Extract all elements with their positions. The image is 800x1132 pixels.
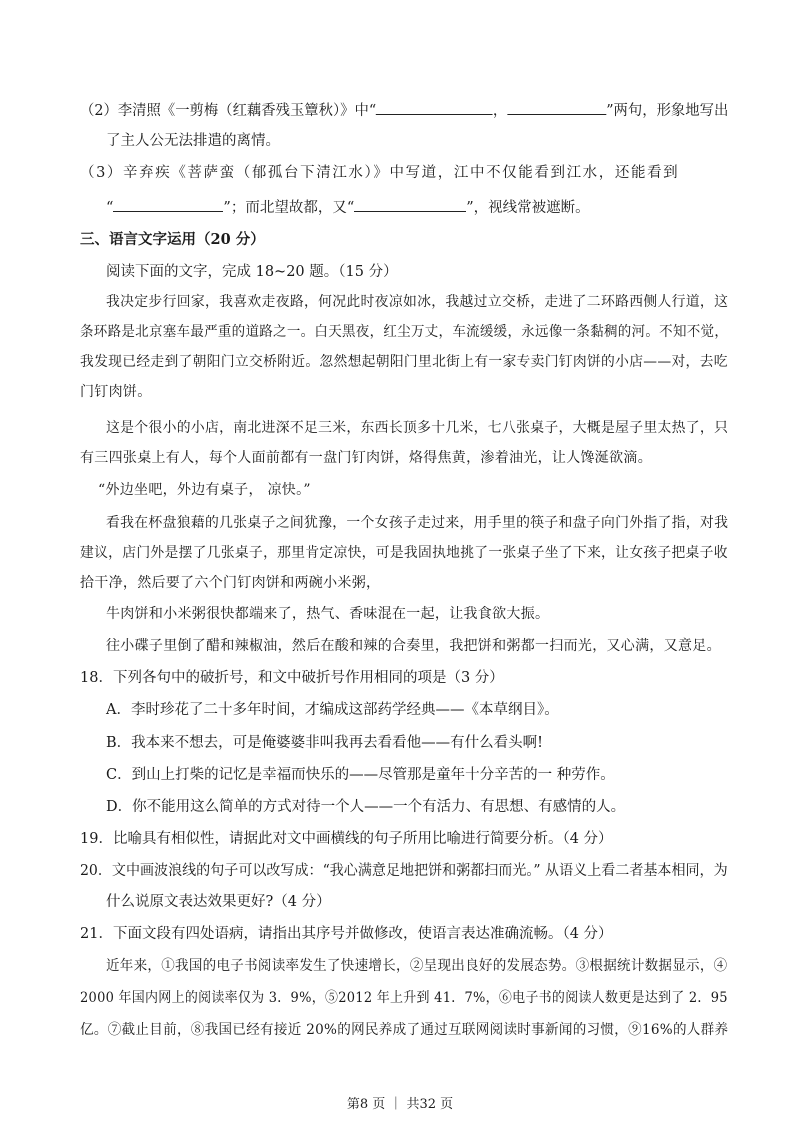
passage-p1-line-4: 门钉肉饼。 (80, 384, 152, 400)
reading-instruction: 阅读下面的文字，完成 18~20 题。（15 分） (106, 264, 398, 280)
q21-passage-line-3: 亿。⑦截止目前，⑧我国已经有接近 20%的网民养成了通过互联网阅读时事新闻的习惯，⑨16%的人群养 (80, 1022, 729, 1038)
question-3-text: ”，视线常被遮断。 (466, 200, 590, 216)
passage-p4-line-1: 看我在杯盘狼藉的几张桌子之间犹豫，一个女孩子走过来，用手里的筷子和盘子向门外指了指，对我 (106, 515, 729, 531)
option-c: C．到山上打柴的记忆是幸福而快乐的——尽管那是童年十分辛苦的一 种劳作。 (106, 767, 615, 783)
passage-p1-line-3: 我发现已经走到了朝阳门立交桥附近。忽然想起朝阳门里北街上有一家专卖门钉肉饼的小店——对，去吃 (80, 354, 728, 370)
question-18: 18．下列各句中的破折号，和文中破折号作用相同的项是（3 分） (80, 670, 504, 686)
answer-blank[interactable] (376, 100, 493, 115)
passage-p4-line-3: 拾干净，然后要了六个门钉肉饼和两碗小米粥， (80, 575, 381, 591)
q21-passage-line-2: 2000 年国内网上的阅读率仅为 3．9%，⑤2012 年上升到 41．7%，⑥电子书的阅读人数更是达到了 2．95 (80, 990, 728, 1006)
question-3-line-1: （3）辛弃疾《菩萨蛮（郁孤台下清江水）》中写道，江中不仅能看到江水，还能看到 (80, 165, 680, 181)
passage-p4-line-2: 建议，店门外是摆了几张桌子，那里肯定凉快，可是我固执地挑了一张桌子坐了下来，让女孩子把桌子收 (80, 545, 728, 561)
question-21: 21．下面文段有四处语病，请指出其序号并做修改，使语言表达准确流畅。（4 分） (80, 926, 613, 942)
answer-blank[interactable] (354, 197, 466, 212)
option-d: D．你不能用这么简单的方式对待一个人——一个有活力、有思想、有感情的人。 (106, 799, 626, 815)
passage-p1-line-1: 我决定步行回家，我喜欢走夜路，何况此时夜凉如冰，我越过立交桥，走进了二环路西侧人行道，这 (106, 294, 729, 310)
question-3-line-2 (106, 197, 590, 218)
comma: ， (492, 103, 508, 119)
answer-blank[interactable] (507, 100, 606, 115)
passage-p3: “外边坐吧，外边有桌子， 凉快。” (98, 482, 311, 498)
question-2-text: （2）李清照《一剪梅（红藕香残玉簟秋）》中“ (80, 103, 377, 119)
question-2-text: ”两句，形象地写出 (606, 103, 729, 119)
option-a: A．李时珍花了二十多年时间，才编成这部药学经典——《本草纲目》。 (106, 702, 559, 718)
answer-blank[interactable] (113, 197, 223, 212)
question-2-line-2: 了主人公无法排遣的离情。 (106, 133, 280, 149)
option-b: B．我本来不想去，可是俺婆婆非叫我再去看看他——有什么看头啊! (106, 735, 543, 751)
passage-p1-line-2: 条环路是北京塞车最严重的道路之一。白天黑夜，红尘万丈，车流缓缓，永远像一条黏稠的河。不知不觉， (80, 324, 729, 340)
page-footer: 第8 页 ｜ 共32 页 (346, 1097, 454, 1112)
passage-p5: 牛肉饼和小米粥很快都端来了，热气、香味混在一起，让我食欲大振。 (106, 606, 550, 622)
question-2-line-1 (80, 100, 728, 121)
q21-passage-line-1: 近年来，①我国的电子书阅读率发生了快速增长，②呈现出良好的发展态势。③根据统计数据显示，④ (106, 958, 728, 974)
question-20-line-1: 20．文中画波浪线的句子可以改写成：“我心满意足地把饼和粥都扫而光。” 从语义上看二者基本相同，为 (80, 863, 728, 879)
passage-p6: 往小碟子里倒了醋和辣椒油，然后在酸和辣的合奏里，我把饼和粥都一扫而光，又心满，又意足。 (106, 638, 721, 654)
question-19: 19．比喻具有相似性，请据此对文中画横线的句子所用比喻进行简要分析。（4 分） (80, 831, 613, 847)
question-20-line-2: 什么说原文表达效果更好?（4 分） (106, 894, 331, 910)
section-heading: 三、语言文字运用（20 分） (80, 231, 265, 248)
quote-open: “ (106, 200, 114, 216)
passage-p2-line-2: 有三四张桌上有人，每个人面前都有一盘门钉肉饼，烙得焦黄，渗着油光，让人馋涎欲滴。 (80, 450, 652, 466)
passage-p2-line-1: 这是个很小的小店，南北进深不足三米，东西长顶多十几米，七八张桌子，大概是屋子里太热了，只 (106, 420, 729, 436)
question-3-text: ”；而北望故都，又“ (223, 200, 355, 216)
